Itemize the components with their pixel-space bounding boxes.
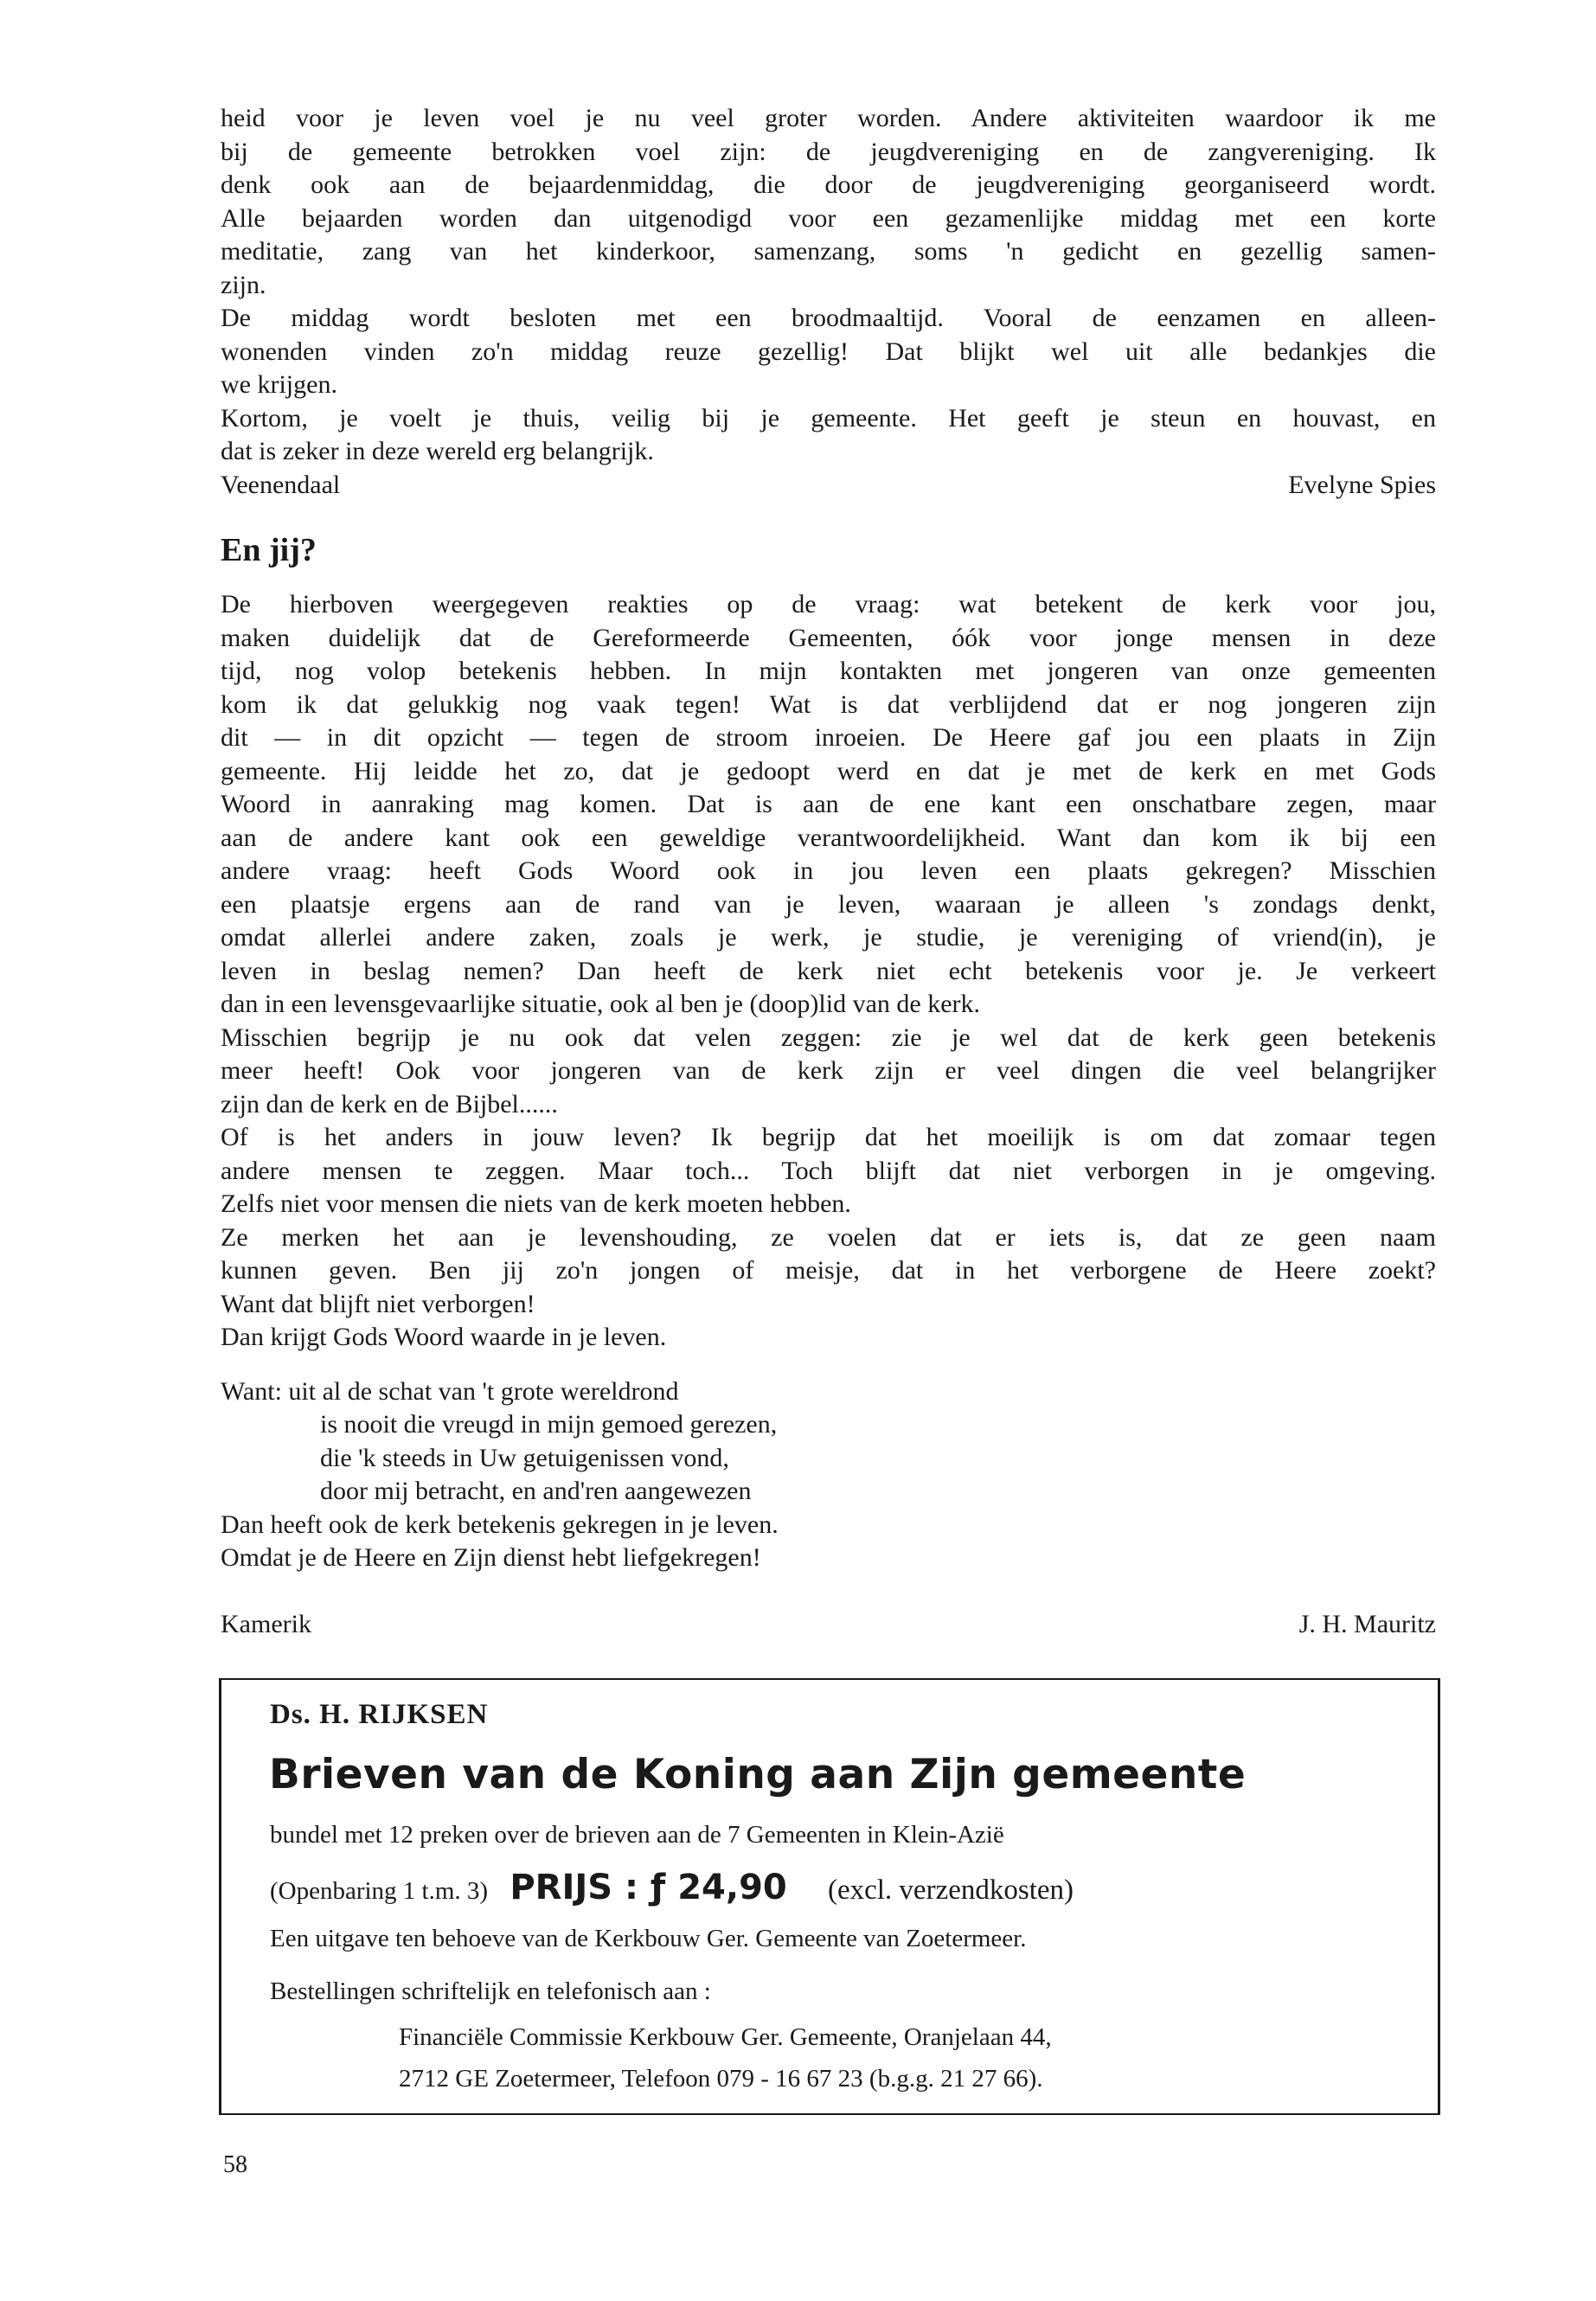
text-line: meditatie, zang van het kinderkoor, samenzang, soms 'n gedicht en gezellig samen- (221, 237, 1436, 266)
text-line: leven in beslag nemen? Dan heeft de kerk niet echt betekenis voor je. Je verkeert (221, 956, 1436, 985)
text-line: Want dat blijft niet verborgen! (221, 1289, 535, 1318)
text-line: omdat allerlei andere zaken, zoals je werk, je studie, je vereniging of vriend(in), je (221, 923, 1436, 952)
poem-line: door mij betracht, en and'ren aangewezen (320, 1477, 752, 1505)
main-column (221, 102, 1436, 1641)
text-line: De middag wordt besloten met een broodmaaltijd. Vooral de eenzamen en alleen- (221, 304, 1436, 332)
ad-price: PRIJS : ƒ 24,90 (510, 1868, 787, 1907)
text-line: kom ik dat gelukkig nog vaak tegen! Wat is dat verblijdend dat er nog jongeren zijn (221, 689, 1436, 719)
poem-block (221, 1375, 1436, 1575)
text-line: Zelfs niet voor mensen die niets van de kerk moeten hebben. (221, 1189, 851, 1218)
spacer (221, 1575, 1436, 1608)
signature-author: Evelyne Spies (1288, 470, 1436, 499)
text-line: Misschien begrijp je nu ook dat velen zeggen: zie je wel dat de kerk geen betekenis (221, 1022, 1436, 1052)
text-line: kunnen geven. Ben jij zo'n jongen of meisje, dat in het verborgene de Heere zoekt? (221, 1256, 1436, 1285)
text-line: heid voor je leven voel je nu veel groter worden. Andere aktiviteiten waardoor ik me (221, 104, 1436, 132)
signature-place: Veenendaal (221, 470, 341, 499)
text-line: Alle bejaarden worden dan uitgenodigd voor een gezamenlijke middag met een korte (221, 203, 1436, 233)
text-line: Kortom, je voelt je thuis, veilig bij je gemeente. Het geeft je steun en houvast, en (221, 403, 1436, 433)
signature-author: J. H. Mauritz (1298, 1609, 1436, 1638)
text-line: een plaatsje ergens aan de rand van je leven, waaraan je alleen 's zondags denkt, (221, 889, 1436, 919)
text-line: maken duidelijk dat de Gereformeerde Gemeenten, óók voor jonge mensen in deze (221, 623, 1436, 652)
text-line: Dan krijgt Gods Woord waarde in je leven. (221, 1323, 667, 1351)
text-line: dit — in dit opzicht — tegen de stroom inroeien. De Heere gaf jou een plaats in Zijn (221, 723, 1436, 752)
ad-orders-label: Bestellingen schriftelijk en telefonisch aan : (270, 1977, 711, 2005)
text-line: aan de andere kant ook een geweldige verantwoordelijkheid. Want dan kom ik bij een (221, 823, 1436, 852)
text-line: andere vraag: heeft Gods Woord ook in jou leven een plaats gekregen? Misschien (221, 856, 1436, 885)
poem-line: is nooit die vreugd in mijn gemoed gerezen, (320, 1410, 778, 1439)
text-line: andere mensen te zeggen. Maar toch... Toch blijft dat niet verborgen in je omgeving. (221, 1156, 1436, 1185)
ad-description: bundel met 12 preken over de brieven aan de 7 Gemeenten in Klein-Azië (270, 1821, 1004, 1849)
ad-author: Ds. H. RIJKSEN (270, 1699, 489, 1730)
text-line: De hierboven weergegeven reakties op de vraag: wat betekent de kerk voor jou, (221, 590, 1436, 619)
spacer (221, 1355, 1436, 1375)
text-line: Woord in aanraking mag komen. Dat is aan de ene kant een onschatbare zegen, maar (221, 790, 1436, 818)
signature-place: Kamerik (221, 1609, 311, 1638)
page-number: 58 (223, 2151, 247, 2178)
ad-reference: (Openbaring 1 t.m. 3) (270, 1877, 489, 1905)
text-line: zijn. (221, 270, 266, 299)
text-line: denk ook aan de bejaardenmiddag, die door de jeugdvereniging georganiseerd wordt. (221, 170, 1436, 199)
text-line: wonenden vinden zo'n middag reuze gezellig! Dat blijkt wel uit alle bedankjes die (221, 336, 1436, 366)
text-line: tijd, nog volop betekenis hebben. In mijn kontakten met jongeren van onze gemeenten (221, 657, 1436, 685)
text-line: we krijgen. (221, 370, 337, 399)
ad-address: Financiële Commissie Kerkbouw Ger. Gemeente, Oranjelaan 44, (399, 2023, 1052, 2051)
ad-title: Brieven van de Koning aan Zijn gemeente (269, 1751, 1247, 1798)
text-line: meer heeft! Ook voor jongeren van de kerk zijn er veel dingen die veel belangrijker (221, 1056, 1436, 1085)
text-line: Ze merken het aan je levenshouding, ze voelen dat er iets is, dat ze geen naam (221, 1222, 1436, 1252)
poem-line: Want: uit al de schat van 't grote wereldrond (221, 1376, 679, 1406)
book-advertisement (219, 1678, 1440, 2115)
ad-price-line (270, 1868, 1074, 1907)
text-line: Of is het anders in jouw leven? Ik begrijp dat het moeilijk is om dat zomaar tegen (221, 1123, 1436, 1151)
ad-publisher: Een uitgave ten behoeve van de Kerkbouw Ger. Gemeente van Zoetermeer. (270, 1925, 1027, 1952)
poem-line: Omdat je de Heere en Zijn dienst hebt liefgekregen! (221, 1543, 761, 1572)
ad-contact: 2712 GE Zoetermeer, Telefoon 079 - 16 67 23 (b.g.g. 21 27 66). (399, 2065, 1043, 2093)
poem-line: Dan heeft ook de kerk betekenis gekregen in je leven. (221, 1509, 779, 1539)
ad-shipping-note: (excl. verzendkosten) (827, 1875, 1074, 1906)
signature-line (221, 469, 1436, 503)
article-continued (221, 102, 1436, 502)
article-body (221, 588, 1436, 1355)
text-line: dat is zeker in deze wereld erg belangrijk. (221, 437, 654, 465)
text-line: bij de gemeente betrokken voel zijn: de jeugdvereniging en de zangvereniging. Ik (221, 137, 1436, 166)
poem-line: die 'k steeds in Uw getuigenissen vond, (320, 1443, 729, 1472)
section-heading: En jij? (221, 532, 317, 568)
text-line: zijn dan de kerk en de Bijbel...... (221, 1089, 558, 1118)
text-line: dan in een levensgevaarlijke situatie, ook al ben je (doop)lid van de kerk. (221, 990, 981, 1018)
signature-line (221, 1608, 1436, 1642)
text-line: gemeente. Hij leidde het zo, dat je gedoopt werd en dat je met de kerk en met Gods (221, 756, 1436, 785)
